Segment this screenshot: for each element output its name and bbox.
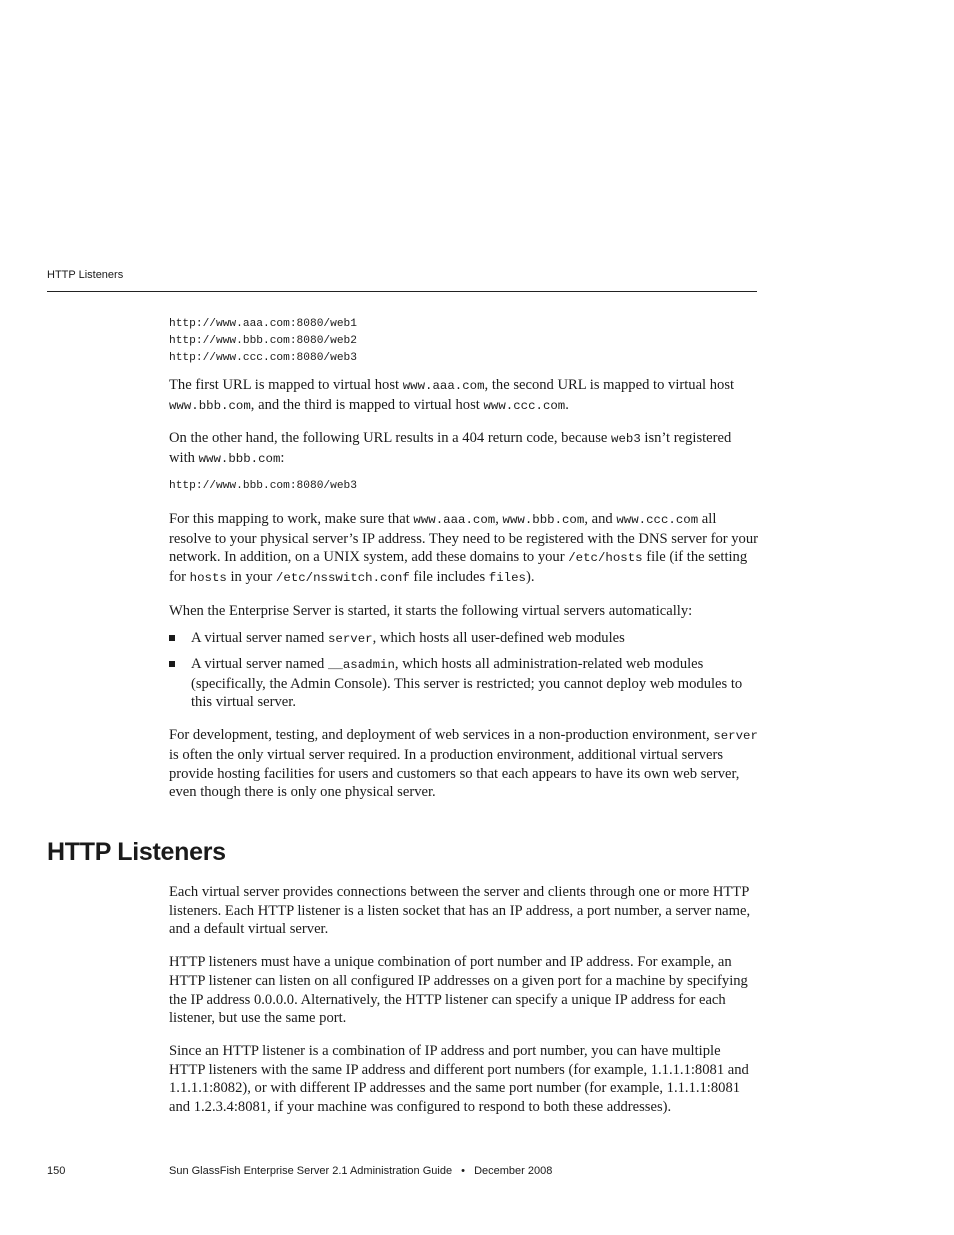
- paragraph-url-mapping: The first URL is mapped to virtual host www.aaa.com, the second URL is mapped to virtual host www.bbb.com, and the third is mapped to virtual host www.ccc.com.: [169, 377, 735, 413]
- inline-code: server: [327, 632, 373, 647]
- section-body: [169, 883, 759, 1131]
- inline-code: web3: [611, 432, 641, 447]
- footer-book-info: [169, 1165, 552, 1177]
- header-divider: [47, 291, 757, 292]
- inline-code: www.aaa.com: [413, 512, 496, 527]
- paragraph-development-note: For development, testing, and deployment of web services in a non-production environment, server is often the only virtual server required. In a production environment, additional virtual servers provide hosting facilities for users and customers so that each appears to have its own web server, even though there is only one physical server.: [169, 727, 758, 801]
- virtual-server-list: [169, 629, 759, 712]
- paragraph-404-example: On the other hand, the following URL results in a 404 return code, because web3 isn’t registered with www.bbb.com:: [169, 430, 732, 467]
- running-header: HTTP Listeners: [47, 269, 124, 281]
- list-item: A virtual server named __asadmin, which hosts all administration-related web modules (specifically, the Admin Console). This server is restricted; you cannot deploy web modules to this virtual server.: [169, 655, 759, 712]
- paragraph-dns-requirements: For this mapping to work, make sure that www.aaa.com, www.bbb.com, and www.ccc.com all resolve to your physical server’s IP address. They need to be registered with the DNS server for your network. In addition, on a UNIX system, add these domains to your /etc/hosts file (if the setting for hosts in your /etc/nsswitch.conf file includes files).: [169, 510, 758, 585]
- inline-code: www.ccc.com: [616, 512, 699, 527]
- code-example-urls: http://www.aaa.com:8080/web1 http://www.bbb.com:8080/web2 http://www.ccc.com:8080/web3: [169, 318, 357, 364]
- book-title: Sun GlassFish Enterprise Server 2.1 Administration Guide: [169, 1165, 453, 1177]
- inline-code: files: [488, 570, 526, 585]
- paragraph-virtual-servers-intro: When the Enterprise Server is started, it starts the following virtual servers automatically:: [169, 602, 693, 619]
- inline-code: www.aaa.com: [402, 379, 485, 393]
- inline-code: __asadmin: [327, 658, 395, 673]
- inline-code: hosts: [189, 570, 227, 585]
- inline-code: www.bbb.com: [198, 452, 281, 467]
- inline-code: www.bbb.com: [169, 398, 251, 413]
- inline-code: www.bbb.com: [502, 512, 585, 527]
- footer-separator: •: [461, 1165, 465, 1177]
- paragraph: HTTP listeners must have a unique combination of port number and IP address. For example, an HTTP listener can listen on all configured IP addresses on a given port for a machine by specifying the IP address 0.0.0.0. Alternatively, the HTTP listener can specify a unique IP address for each listener, but use the same port.: [169, 954, 748, 1027]
- inline-code: server: [713, 729, 758, 744]
- page-content: [169, 316, 759, 816]
- page-number: 150: [47, 1165, 66, 1177]
- section-heading: HTTP Listeners: [47, 838, 226, 866]
- inline-code: /etc/hosts: [568, 551, 643, 566]
- paragraph: Since an HTTP listener is a combination of IP address and port number, you can have multiple HTTP listeners with the same IP address and different port numbers (for example, 1.1.1.1:8081 and 1.1.1.1:8082), or with different IP addresses and the same port number (for example, 1.1.1.1:8081 and 1.2.3.4:8081, if your machine was configured to respond to both these addresses).: [169, 1042, 749, 1116]
- paragraph: Each virtual server provides connections between the server and clients through one or more HTTP listeners. Each HTTP listener is a listen socket that has an IP address, a port number, a server name, and a default virtual server.: [169, 884, 751, 938]
- publication-date: December 2008: [474, 1165, 553, 1177]
- code-example-404-url: http://www.bbb.com:8080/web3: [169, 479, 357, 492]
- list-item: A virtual server named server, which hosts all user-defined web modules: [169, 629, 759, 649]
- inline-code: /etc/nsswitch.conf: [275, 570, 410, 585]
- inline-code: www.ccc.com: [483, 398, 566, 413]
